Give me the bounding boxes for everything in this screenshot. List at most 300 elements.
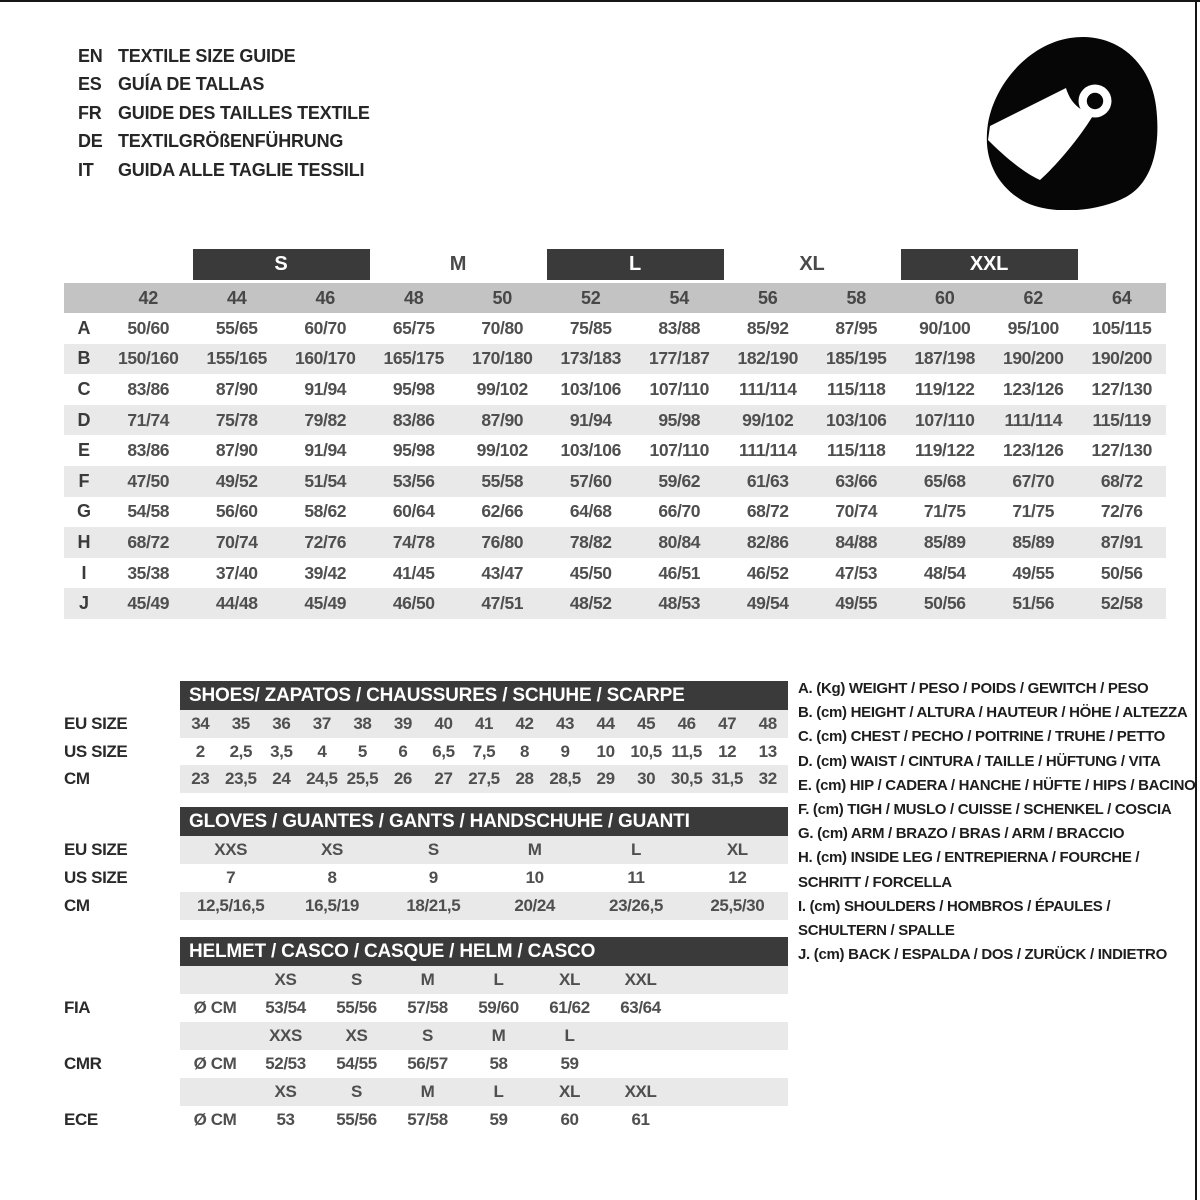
main-size-table	[64, 249, 1166, 619]
table-cell: 71/75	[1012, 501, 1055, 522]
table-row	[64, 313, 1166, 344]
sub-table-cell: XL	[726, 840, 748, 859]
language-title: GUÍA DE TALLAS	[118, 74, 265, 95]
sub-table-cell: 12	[728, 868, 747, 887]
helmet-size-label: XL	[559, 1082, 580, 1101]
sub-table-cell: 43	[556, 713, 575, 733]
page-top-border	[0, 0, 1200, 2]
language-row	[78, 71, 370, 100]
language-row	[78, 128, 370, 157]
legend-item: H. (cm) INSIDE LEG / ENTREPIERNA / FOURCHE / SCHRITT / FORCELLA	[798, 849, 1140, 891]
sub-table-cell: XS	[321, 840, 343, 859]
sub-table-cell: 7	[226, 868, 236, 887]
table-cell: 60/64	[392, 501, 435, 522]
table-cell: 177/187	[649, 348, 710, 369]
helmet-size-header-grid	[180, 966, 788, 994]
title-spacer	[64, 681, 180, 710]
table-cell: 68/72	[1100, 470, 1143, 491]
table-cell: 53/56	[392, 470, 435, 491]
language-title: TEXTILE SIZE GUIDE	[118, 45, 296, 66]
sub-table-cell: 41	[474, 713, 494, 733]
measurement-legend	[798, 677, 1196, 967]
sub-table-cell: XXS	[214, 840, 248, 859]
sub-row-values	[180, 864, 788, 892]
table-cell: 87/90	[215, 378, 258, 399]
table-cell: 95/98	[392, 440, 435, 461]
sub-row-values	[180, 892, 788, 920]
sub-table-cell: 36	[272, 713, 291, 733]
helmet-size-label: XXL	[624, 970, 657, 989]
sub-table-cell: 11,5	[671, 741, 702, 761]
helmet-title: HELMET / CASCO / CASQUE / HELM / CASCO	[180, 937, 788, 966]
table-cell: 87/90	[215, 440, 258, 461]
language-code: ES	[78, 74, 102, 95]
sub-table-cell: 3,5	[270, 741, 293, 761]
column-header: 54	[669, 287, 689, 308]
table-cell: 187/198	[914, 348, 975, 369]
sub-table-cell: 34	[191, 713, 210, 733]
table-cell: 165/175	[383, 348, 444, 369]
table-cell: 47/50	[127, 470, 170, 491]
table-cell: 111/114	[738, 440, 797, 461]
legend-item: B. (cm) HEIGHT / ALTURA / HAUTEUR / HÖHE / ALTEZZA	[798, 704, 1188, 722]
sub-table-cell: 23,5	[225, 769, 257, 789]
helmet-size-header-row	[64, 1022, 1166, 1050]
row-label: J	[78, 593, 89, 614]
table-cell: 70/74	[835, 501, 878, 522]
table-cell: 80/84	[658, 531, 701, 552]
title-spacer	[64, 937, 180, 966]
helmet-table-cell: 54/55	[336, 1054, 377, 1073]
table-cell: 107/110	[915, 409, 975, 430]
table-cell: 127/130	[1091, 378, 1152, 399]
helmet-size-label: S	[422, 1026, 433, 1045]
shoes-title: SHOES/ ZAPATOS / CHAUSSURES / SCHUHE / SCARPE	[180, 681, 788, 710]
table-cell: 119/122	[915, 440, 975, 461]
standard-label: ECE	[64, 1110, 98, 1129]
language-title-block	[78, 42, 370, 185]
table-cell: 123/126	[1003, 378, 1064, 399]
table-cell: 95/98	[392, 378, 435, 399]
table-cell: 57/60	[569, 470, 612, 491]
column-header: 46	[315, 287, 335, 308]
table-cell: 107/110	[649, 440, 709, 461]
unit-label: Ø CM	[193, 1054, 237, 1073]
sub-table-cell: 47	[718, 713, 737, 733]
size-band-xl: XL	[799, 253, 825, 275]
column-header: 42	[138, 287, 158, 308]
helmet-table-cell: 53/54	[265, 998, 306, 1017]
helmet-table-cell: 60	[560, 1110, 579, 1129]
unit-label: Ø CM	[193, 998, 237, 1017]
row-label: E	[77, 440, 90, 461]
page-right-border	[1195, 0, 1197, 1200]
row-label: D	[77, 409, 91, 430]
sub-table-cell: 9	[560, 741, 570, 761]
helmet-standard-row	[64, 1106, 1166, 1134]
table-cell: 65/68	[923, 470, 966, 491]
table-cell: 49/54	[746, 593, 789, 614]
table-cell: 48/53	[658, 593, 701, 614]
sub-table-cell: 31,5	[711, 769, 743, 789]
column-header-spacer	[64, 283, 104, 313]
column-header: 50	[492, 287, 512, 308]
column-header: 58	[846, 287, 866, 308]
table-cell: 71/74	[127, 409, 170, 430]
sub-row-grid	[180, 765, 788, 793]
language-code: FR	[78, 102, 102, 123]
size-band-row	[64, 249, 1166, 280]
helmet-size-label: XXS	[269, 1026, 302, 1045]
table-cell: 83/88	[658, 317, 701, 338]
language-code: DE	[78, 131, 103, 152]
table-cell: 35/38	[127, 562, 170, 583]
table-cell: 49/52	[215, 470, 258, 491]
table-cell: 99/102	[476, 378, 528, 399]
row-label: I	[81, 562, 87, 583]
standard-label: FIA	[64, 998, 91, 1017]
unit-spacer	[180, 966, 250, 994]
sub-table-cell: 16,5/19	[305, 896, 359, 915]
table-cell: 59/62	[658, 470, 701, 491]
table-cell: 50/56	[923, 593, 966, 614]
table-cell: 105/115	[1092, 317, 1152, 338]
table-cell: 51/56	[1012, 593, 1055, 614]
helmet-standard-grid	[180, 994, 788, 1022]
table-cell: 150/160	[118, 348, 179, 369]
language-title: TEXTILGRÖßENFÜHRUNG	[118, 131, 344, 152]
helmet-table-cell: 57/58	[407, 998, 448, 1017]
standard-label: CMR	[64, 1054, 102, 1073]
helmet-size-label: XXL	[624, 1082, 657, 1101]
sub-table-cell: L	[631, 840, 641, 859]
sub-row-grid	[180, 710, 788, 738]
helmet-size-header-values	[180, 966, 788, 994]
sub-table-cell: 37	[312, 713, 331, 733]
table-cell: 49/55	[1012, 562, 1055, 583]
unit-label: Ø CM	[193, 1110, 237, 1129]
legend-item: C. (cm) CHEST / PECHO / POITRINE / TRUHE / PETTO	[798, 728, 1166, 746]
sub-table-cell: 38	[353, 713, 372, 733]
table-cell: 55/65	[215, 317, 258, 338]
table-cell: 87/90	[481, 409, 524, 430]
table-cell: 71/75	[923, 501, 966, 522]
sub-row-grid	[180, 836, 788, 864]
table-cell: 79/82	[304, 409, 347, 430]
table-cell: 119/122	[915, 378, 975, 399]
table-cell: 85/92	[746, 317, 789, 338]
table-cell: 85/89	[923, 531, 966, 552]
table-cell: 62/66	[481, 501, 524, 522]
table-cell: 91/94	[569, 409, 612, 430]
header-spacer	[64, 1022, 180, 1050]
helmet-table-cell: 59	[560, 1054, 579, 1073]
helmet-size-label: XS	[274, 970, 297, 989]
sub-row-label: CM	[64, 769, 90, 789]
helmet-size-header-row	[64, 1078, 1166, 1106]
table-row	[64, 435, 1166, 466]
sub-table-cell: S	[427, 840, 439, 859]
sub-table-cell: 25,5	[346, 769, 379, 789]
sub-table-cell: 6,5	[432, 741, 455, 761]
table-cell: 44/48	[215, 593, 258, 614]
table-cell: 43/47	[481, 562, 524, 583]
language-row	[78, 99, 370, 128]
sub-table-cell: 23/26,5	[609, 896, 663, 915]
sub-table-cell: 20/24	[514, 896, 555, 915]
helmet-standard-row	[64, 994, 1166, 1022]
sub-table-cell: 44	[596, 713, 615, 733]
helmet-size-label: L	[493, 970, 504, 989]
helmet-table-cell: 61/62	[549, 998, 590, 1017]
helmet-standard-values	[180, 1050, 788, 1078]
table-cell: 173/183	[560, 348, 621, 369]
helmet-table-cell: 55/56	[336, 998, 377, 1017]
table-cell: 70/74	[215, 531, 258, 552]
sub-row-values	[180, 836, 788, 864]
helmet-table-cell: 58	[489, 1054, 508, 1073]
helmet-table-cell: 61	[631, 1110, 650, 1129]
helmet-size-label: L	[564, 1026, 575, 1045]
table-cell: 72/76	[1100, 501, 1143, 522]
helmet-size-header-grid	[180, 1078, 788, 1106]
title-spacer	[64, 807, 180, 836]
size-band-m: M	[449, 253, 467, 275]
table-cell: 47/51	[481, 593, 524, 614]
table-cell: 75/85	[569, 317, 612, 338]
table-cell: 45/49	[304, 593, 347, 614]
row-label: H	[77, 531, 91, 552]
sub-table-cell: 45	[637, 713, 656, 733]
table-cell: 185/195	[826, 348, 887, 369]
sub-table-cell: 8	[327, 868, 337, 887]
row-label: F	[78, 470, 90, 491]
legend-item: J. (cm) BACK / ESPALDA / DOS / ZURÜCK / INDIETRO	[798, 946, 1167, 964]
legend-item: E. (cm) HIP / CADERA / HANCHE / HÜFTE / HIPS / BACINO	[798, 776, 1196, 794]
sub-table-cell: 7,5	[472, 741, 496, 761]
table-cell: 50/60	[127, 317, 170, 338]
table-cell: 115/118	[826, 378, 886, 399]
table-cell: 190/200	[1003, 348, 1064, 369]
table-cell: 37/40	[215, 562, 258, 583]
sub-table-cell: 13	[758, 741, 777, 761]
row-label: G	[76, 501, 91, 522]
helmet-standard-grid	[180, 1106, 788, 1134]
table-row	[64, 466, 1166, 497]
table-cell: 160/170	[295, 348, 356, 369]
table-cell: 103/106	[560, 378, 621, 399]
sub-table-cell: M	[527, 840, 542, 859]
table-cell: 41/45	[392, 562, 435, 583]
table-cell: 60/70	[304, 317, 347, 338]
table-cell: 123/126	[1003, 440, 1064, 461]
sub-table-cell: 10,5	[630, 741, 662, 761]
helmet-size-header-values	[180, 1022, 788, 1050]
sub-row-values	[180, 765, 788, 793]
table-cell: 115/118	[826, 440, 886, 461]
sub-row-label: CM	[64, 896, 90, 915]
table-cell: 39/42	[304, 562, 347, 583]
table-row	[64, 374, 1166, 405]
table-cell: 99/102	[476, 440, 528, 461]
table-cell: 182/190	[737, 348, 798, 369]
size-band-s: S	[193, 249, 370, 280]
sub-table-cell: 25,5/30	[710, 896, 765, 915]
helmet-size-label: S	[351, 970, 362, 989]
sub-table-cell: 26	[393, 769, 412, 789]
helmet-size-label: M	[420, 1082, 435, 1101]
table-cell: 61/63	[746, 470, 789, 491]
table-cell: 74/78	[392, 531, 435, 552]
header-spacer	[64, 966, 180, 994]
table-cell: 103/106	[826, 409, 887, 430]
language-code: IT	[78, 159, 94, 180]
helmet-size-label: XS	[345, 1026, 368, 1045]
table-cell: 56/60	[215, 501, 258, 522]
sub-row-values	[180, 710, 788, 738]
helmet-standard-grid	[180, 1050, 788, 1078]
table-cell: 50/56	[1100, 562, 1143, 583]
table-cell: 111/114	[738, 378, 797, 399]
table-row	[64, 497, 1166, 528]
row-label: C	[77, 378, 91, 399]
sub-table-cell: 23	[191, 769, 210, 789]
sub-table-cell: 12	[718, 741, 737, 761]
table-row	[64, 405, 1166, 436]
helmet-size-label: M	[420, 970, 435, 989]
legend-item: G. (cm) ARM / BRAZO / BRAS / ARM / BRACCIO	[798, 825, 1125, 843]
sub-row-grid	[180, 738, 788, 766]
column-header: 64	[1112, 287, 1132, 308]
sub-table-cell: 10	[525, 868, 544, 887]
sub-table-cell: 11	[627, 868, 645, 887]
table-cell: 91/94	[304, 378, 347, 399]
table-cell: 83/86	[127, 440, 170, 461]
unit-spacer	[180, 1022, 250, 1050]
column-header: 48	[404, 287, 424, 308]
table-cell: 47/53	[835, 562, 878, 583]
helmet-table-cell: 53	[276, 1110, 295, 1129]
sub-table-cell: 27	[434, 769, 453, 789]
table-cell: 155/165	[206, 348, 267, 369]
helmet-standard-row	[64, 1050, 1166, 1078]
sub-row-values	[180, 738, 788, 766]
sub-table-cell: 24,5	[306, 769, 338, 789]
sub-table-cell: 6	[398, 741, 408, 761]
table-cell: 66/70	[658, 501, 701, 522]
sub-row-grid	[180, 892, 788, 920]
sub-table-cell: 8	[520, 741, 530, 761]
unit-spacer	[180, 1078, 250, 1106]
language-code: EN	[78, 45, 103, 66]
helmet-standard-values	[180, 994, 788, 1022]
sub-table-cell: 32	[758, 769, 777, 789]
table-cell: 75/78	[215, 409, 258, 430]
table-cell: 99/102	[742, 409, 794, 430]
table-cell: 107/110	[649, 378, 709, 399]
table-cell: 65/75	[392, 317, 435, 338]
sub-table-cell: 24	[272, 769, 291, 789]
table-row	[64, 588, 1166, 619]
table-cell: 46/50	[392, 593, 435, 614]
row-label: A	[77, 317, 91, 338]
table-cell: 115/119	[1092, 409, 1152, 430]
helmet-size-header-row	[64, 966, 1166, 994]
sub-table-cell: 28,5	[549, 769, 581, 789]
table-cell: 48/52	[569, 593, 612, 614]
table-cell: 190/200	[1091, 348, 1152, 369]
table-cell: 52/58	[1100, 593, 1143, 614]
legend-item: A. (Kg) WEIGHT / PESO / POIDS / GEWITCH / PESO	[798, 680, 1149, 697]
table-cell: 95/98	[658, 409, 701, 430]
table-cell: 85/89	[1012, 531, 1055, 552]
table-cell: 45/50	[569, 562, 612, 583]
table-cell: 45/49	[127, 593, 170, 614]
table-cell: 55/58	[481, 470, 524, 491]
row-label: B	[77, 348, 91, 369]
sub-table-cell: 27,5	[468, 769, 500, 789]
column-header-row	[64, 283, 1166, 313]
table-cell: 64/68	[569, 501, 612, 522]
size-band-l: L	[547, 249, 724, 280]
table-cell: 46/51	[658, 562, 701, 583]
sub-table-cell: 18/21,5	[406, 896, 461, 915]
table-cell: 82/86	[746, 531, 789, 552]
table-cell: 63/66	[835, 470, 878, 491]
table-cell: 46/52	[746, 562, 789, 583]
sub-table-cell: 40	[434, 713, 453, 733]
table-cell: 87/95	[835, 317, 878, 338]
gloves-title: GLOVES / GUANTES / GANTS / HANDSCHUHE / GUANTI	[180, 807, 788, 836]
sub-table-cell: 9	[428, 868, 438, 887]
column-header: 62	[1023, 287, 1043, 308]
sub-table-cell: 4	[317, 741, 327, 761]
table-cell: 127/130	[1091, 440, 1152, 461]
table-cell: 48/54	[923, 562, 966, 583]
racing-helmet-icon	[978, 34, 1160, 210]
sub-table-cell: 48	[758, 713, 777, 733]
sub-row-label: EU SIZE	[64, 713, 128, 733]
language-row	[78, 156, 370, 185]
language-title: GUIDA ALLE TAGLIE TESSILI	[118, 159, 365, 180]
table-cell: 103/106	[560, 440, 621, 461]
helmet-table-cell: 52/53	[265, 1054, 306, 1073]
sub-table-cell: 30,5	[670, 769, 703, 789]
sub-table-cell: 29	[596, 769, 615, 789]
table-cell: 95/100	[1007, 317, 1059, 338]
sub-row-label: EU SIZE	[64, 840, 128, 859]
table-cell: 72/76	[304, 531, 347, 552]
table-row	[64, 344, 1166, 375]
table-cell: 84/88	[835, 531, 878, 552]
table-cell: 51/54	[304, 470, 347, 491]
sub-row-grid	[180, 864, 788, 892]
sub-table-cell: 10	[596, 741, 615, 761]
table-cell: 91/94	[304, 440, 347, 461]
helmet-table-cell: 59	[489, 1110, 508, 1129]
table-cell: 87/91	[1100, 531, 1143, 552]
table-cell: 90/100	[919, 317, 971, 338]
sub-table-cell: 46	[677, 713, 696, 733]
table-cell: 111/114	[1004, 409, 1063, 430]
helmet-standard-values	[180, 1106, 788, 1134]
helmet-size-label: XS	[274, 1082, 297, 1101]
table-cell: 83/86	[127, 378, 170, 399]
sub-table-cell: 12,5/16,5	[197, 896, 265, 915]
size-band-xxl: XXL	[901, 249, 1078, 280]
sub-table-cell: 42	[515, 713, 534, 733]
helmet-size-label: S	[351, 1082, 362, 1101]
